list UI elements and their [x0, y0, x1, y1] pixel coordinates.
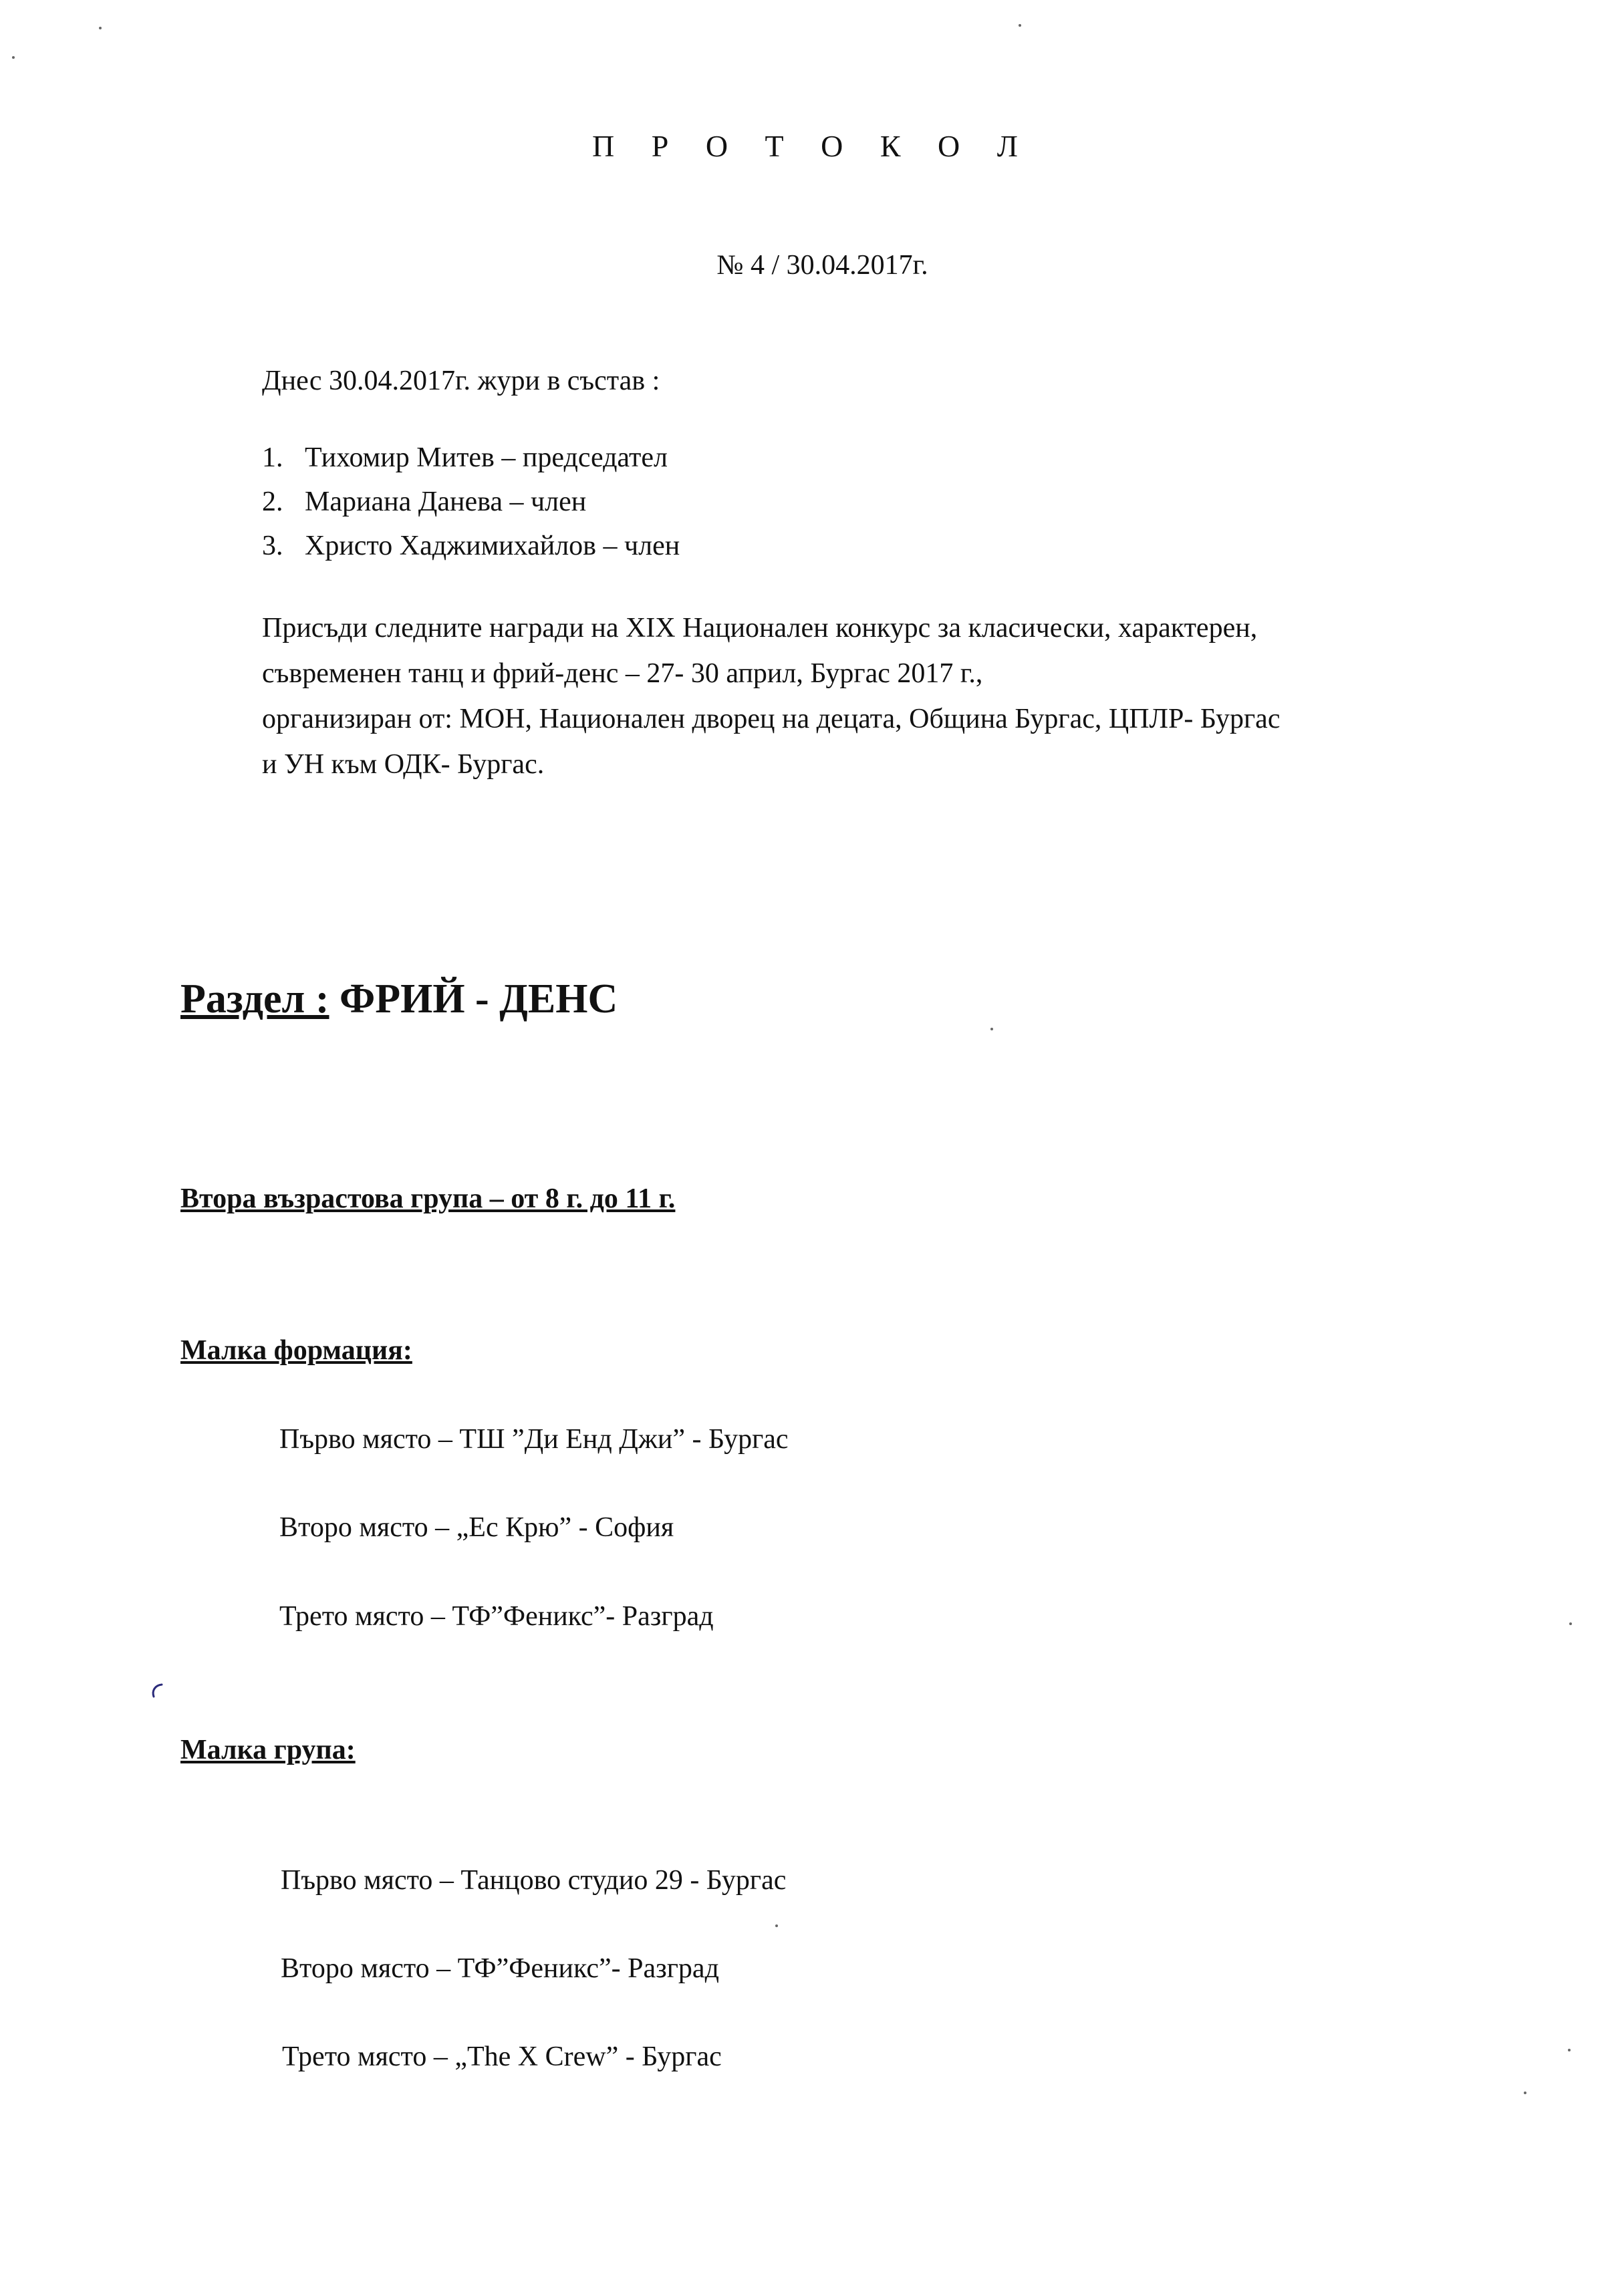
jury-member-name: Мариана Данева – член	[305, 486, 587, 517]
group-third-place: Трето място – „The X Crew” - Бургас	[282, 2041, 722, 2072]
jury-member-number: 2.	[262, 486, 283, 517]
paragraph-line: съвременен танц и фрий-денс – 27- 30 април, Бургас 2017 г.,	[262, 658, 983, 689]
formation-first-place: Първо място – ТШ ”Ди Енд Джи” - Бургас	[279, 1424, 789, 1455]
age-group-heading: Втора възрастова група – от 8 г. до 11 г.	[180, 1183, 676, 1214]
section-title	[180, 976, 618, 1023]
paragraph-line: организиран от: МОН, Национален дворец на децата, Община Бургас, ЦПЛР- Бургас	[262, 704, 1281, 734]
jury-member	[262, 480, 680, 524]
section-name: ФРИЙ - ДЕНС	[339, 976, 618, 1022]
group-first-place: Първо място – Танцово студио 29 - Бургас	[281, 1865, 787, 1896]
document-title: П Р О Т О К О Л	[592, 129, 1033, 163]
jury-member	[262, 524, 680, 568]
pen-mark	[150, 1683, 164, 1699]
jury-list	[262, 436, 680, 568]
scan-speck	[1524, 2092, 1526, 2094]
formation-third-place: Трето място – ТФ”Феникс”- Разград	[279, 1601, 714, 1632]
scan-speck	[12, 56, 15, 59]
small-formation-heading: Малка формация:	[180, 1335, 412, 1366]
scan-speck	[1568, 2049, 1571, 2051]
group-second-place: Второ място – ТФ”Феникс”- Разград	[281, 1953, 719, 1984]
scan-speck	[99, 27, 102, 29]
awards-paragraph	[262, 605, 1518, 787]
formation-second-place: Второ място – „Ес Крю” - София	[279, 1512, 674, 1543]
jury-member-number: 3.	[262, 531, 283, 561]
paragraph-line: и УН към ОДК- Бургас.	[262, 749, 545, 780]
scan-speck	[775, 1924, 778, 1927]
jury-member-number: 1.	[262, 442, 283, 473]
small-group-heading: Малка група:	[180, 1735, 356, 1765]
jury-member-name: Тихомир Митев – председател	[305, 442, 668, 473]
scan-speck	[990, 1028, 993, 1030]
jury-member-name: Христо Хаджимихайлов – член	[305, 531, 680, 561]
protocol-number: № 4 / 30.04.2017г.	[716, 250, 928, 281]
scan-speck	[1019, 24, 1021, 27]
scan-speck	[1569, 1622, 1572, 1625]
jury-member	[262, 436, 680, 480]
paragraph-line: Присъди следните награди на XIX Национален конкурс за класически, характерен,	[262, 613, 1258, 643]
intro-line: Днес 30.04.2017г. жури в състав :	[262, 366, 660, 396]
section-label: Раздел :	[180, 976, 329, 1022]
